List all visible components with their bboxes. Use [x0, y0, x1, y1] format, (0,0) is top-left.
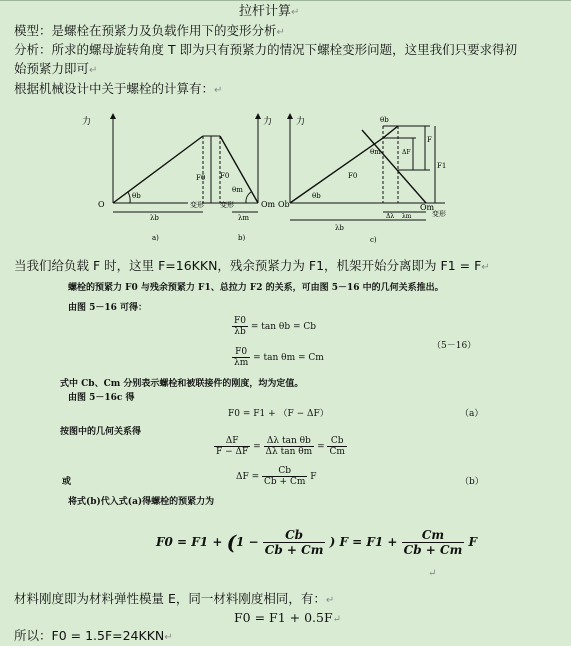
eq-516-2: $\frac{F0}{\lambda m}$ = tan θm = Cm — [234, 347, 324, 368]
c-lambda-m-label: λm — [402, 213, 412, 220]
eq-a: F0 = F1 + （F − ΔF） — [228, 409, 329, 419]
eq-516-number: （5－16） — [432, 341, 477, 351]
paragraph-model: 模型：是螺栓在预紧力及负载作用下的变形分析↵ — [14, 23, 285, 38]
figure-b — [202, 116, 258, 212]
bolt-force-deformation-figure — [80, 108, 460, 248]
c-dl-label: Δλ — [386, 213, 395, 220]
paragraph-analysis-cont: 始预紧力即可↵ — [14, 61, 98, 76]
c-f0-label: F0 — [348, 172, 358, 180]
c-theta-b-top-label: θb — [380, 116, 389, 124]
b-deform-label: 变形 — [190, 201, 204, 209]
a-force-label: 力 — [82, 117, 92, 127]
load-line: 当我们给负载 F 时，这里 F=16KKN，残余预紧力为 F1，机架开始分离即为 F1 = F↵ — [14, 258, 490, 273]
scan-from-fig: 由图 5－16 可得： — [68, 303, 148, 313]
stiffness-line: 材料刚度即为材料弹性模量 E，同一材料刚度相同，有：↵ — [14, 591, 335, 606]
eq-b-label: （b） — [460, 477, 484, 487]
c-force-label: 力 — [296, 117, 306, 127]
eq-a-label: （a） — [460, 409, 484, 419]
b-lambda-label: λm — [238, 214, 250, 222]
c-caption: c) — [370, 236, 377, 244]
c-f1-label: F1 — [437, 162, 447, 170]
c-theta-m-label: θm — [370, 148, 381, 156]
scan-from-fig-c: 由图 5－16c 得 — [68, 393, 135, 403]
c-df-label: ΔF — [402, 149, 411, 156]
c-origin-m-label: Om — [420, 203, 435, 212]
scan-substitute: 将式(b)代入式(a)得螺栓的预紧力为 — [68, 497, 215, 507]
figure-a — [113, 116, 217, 212]
scan-geom: 按图中的几何关系得 — [60, 427, 142, 437]
a-theta-label: θb — [132, 192, 141, 200]
scan-or: 或 — [62, 477, 72, 487]
a-deform-label: 变形 — [220, 201, 234, 209]
eq-preload: F0 = F1 + (1 − $\frac{Cb}{Cb + Cm}$ ) F = F1 + $\frac{Cm}{Cb + Cm}$ F — [156, 528, 477, 557]
a-origin-label: O — [98, 200, 105, 209]
b-f0-label: F0 — [220, 172, 230, 180]
b-theta-label: θm — [232, 186, 243, 194]
b-force-label: 力 — [263, 117, 273, 127]
c-deform-label: 变形 — [432, 210, 446, 218]
b-origin-label: Om — [261, 200, 276, 209]
eq-ratio: $\frac{\Delta F}{F - \Delta F}$ = $\frac{\text{Δλ tan θb}}{\text{Δλ tan θm}}$ = $\frac{Cb}{Cm}$ — [216, 436, 345, 457]
paragraph-basis: 根据机械设计中关于螺栓的计算有：↵ — [14, 81, 223, 96]
paragraph-analysis: 分析：所求的螺母旋转角度 T 即为只有预紧力的情况下螺栓变形问题，这里我们只要求得初 — [14, 42, 518, 57]
result-line: 所以：F0 = 1.5F=24KKN↵ — [14, 628, 173, 643]
c-theta-b-label: θb — [312, 192, 321, 200]
scanned-derivation — [0, 276, 571, 579]
scan-where: 式中 Cb、Cm 分别表示螺栓和被联接件的刚度，均为定值。 — [60, 379, 304, 389]
a-caption: a) — [152, 234, 159, 242]
equation-final: F0 = F1 + 0.5F↵ — [234, 610, 342, 625]
scan-mark: ↵ — [428, 568, 437, 579]
page-title: 拉杆计算↵ — [239, 4, 300, 19]
top-border — [0, 0, 571, 1]
eq-b: ΔF = $\frac{Cb}{Cb + Cm}$ F — [236, 466, 317, 487]
eq-516-1: $\frac{F0}{\lambda b}$ = tan θb = Cb — [234, 316, 316, 337]
scan-intro: 螺栓的预紧力 F0 与残余预紧力 F1、总拉力 F2 的关系，可由图 5－16 中的几何关系推出。 — [68, 283, 444, 293]
c-f-label: F — [427, 136, 432, 144]
b-caption: b) — [238, 234, 246, 242]
a-f0-label: F0 — [196, 174, 206, 182]
a-lambda-label: λb — [150, 214, 159, 222]
c-lambda-b-label: λb — [335, 224, 344, 232]
c-origin-b-label: Ob — [278, 200, 290, 209]
